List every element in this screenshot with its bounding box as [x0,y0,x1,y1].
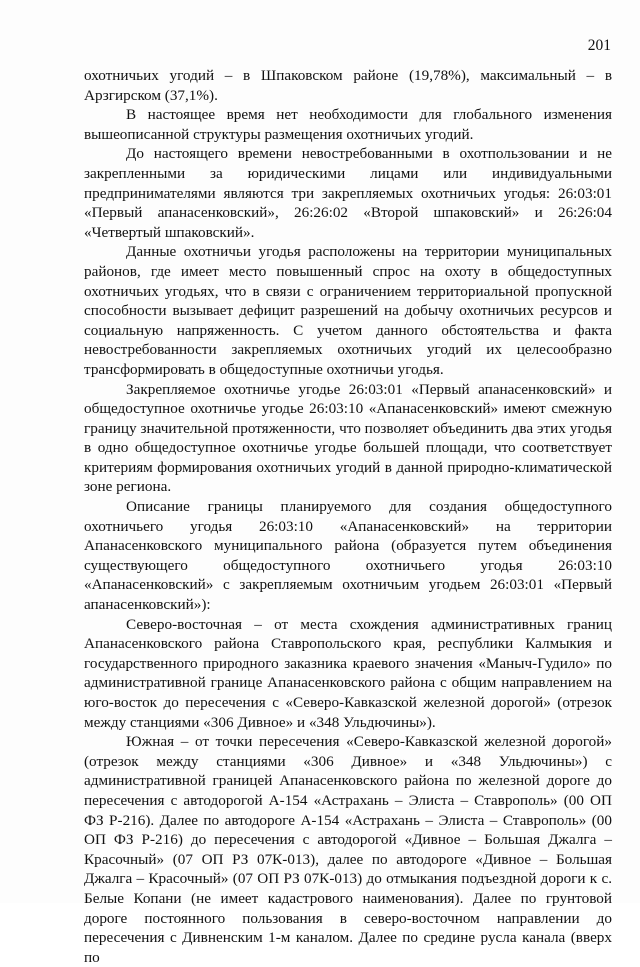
paragraph-northeast-boundary: Северо-восточная – от места схождения административных границ Апанасенковского района Ставропольского края, республики Калмыкия и государственного природного заказника краевого значения «Маныч-Гудило» по административной границе Апанасенковского района с общим направлением на юго-восток до пересечения с «Северо-Кавказской железной дорогой» (отрезок между станциями «306 Дивное» и «348 Ульдючины»). [84,615,612,731]
document-body [84,66,612,967]
paragraph-south-boundary: Южная – от точки пересечения «Северо-Кавказской железной дорогой» (отрезок между станциями «306 Дивное» и «348 Ульдючины») с административной границей Апанасенковского района по железной дороге до пересечения с автодорогой А-154 «Астрахань – Элиста – Ставрополь» (00 ОП ФЗ Р-216). Далее по автодороге А-154 «Астрахань – Элиста – Ставрополь» (00 ОП ФЗ Р-216) до пересечения с автодорогой «Дивное – Большая Джалга – Красочный» (07 ОП РЗ 07К-013), далее по автодороге «Дивное – Большая Джалга – Красочный» (07 ОП РЗ 07К-013) до отмыкания подъездной дороги к с. Белые Копани (не имеет кадастрового наименования). Далее по грунтовой дороге постоянного пользования в северо-восточном направлении до пересечения с Дивненским 1-м каналом. Далее по средине русла канала (вверх по [84,733,612,966]
paragraph-structure-note: В настоящее время нет необходимости для глобального изменения вышеописанной структуры размещения охотничьих угодий. [84,106,612,143]
paragraph-merge-rationale: Закрепляемое охотничье угодье 26:03:01 «Первый апанасенковский» и общедоступное охотничье угодье 26:03:10 «Апанасенковский» имеют смежную границу значительной протяженности, что позволяет объединить два этих угодья в одно общедоступное охотничье угодье большей площади, что соответствует критериям формирования охотничьих угодий в данной природно-климатической зоне региона. [84,380,612,496]
paragraph-boundary-intro: Описание границы планируемого для создания общедоступного охотничьего угодья 26:03:10 «Апанасенковский» на территории Апанасенковского муниципального района (образуется путем объединения существующего общедоступного охотничьего угодья 26:03:10 «Апанасенковский» с закрепляемым охотничьим угодьем 26:03:01 «Первый апанасенковский»): [84,498,612,614]
paragraph-continuation: охотничьих угодий – в Шпаковском районе (19,78%), максимальный – в Арзгирском (37,1%). [84,67,612,104]
page-number: 201 [587,37,611,54]
paragraph-demand: Данные охотничьи угодья расположены на территории муниципальных районов, где имеет место повышенный спрос на охоту в общедоступных охотничьих угодьях, что в связи с ограничением территориальной пропускной способности вызывает дефицит разрешений на добычу охотничьих ресурсов и социальную напряженность. С учетом данного обстоятельства и факта невостребованности закрепляемых охотничьих угодий их целесообразно трансформировать в общедоступные охотничьи угодья. [84,243,612,378]
paragraph-unclaimed-grounds: До настоящего времени невостребованными в охотпользовании и не закрепленными за юридическими лицами или индивидуальными предпринимателями являются три закрепляемых охотничьих угодья: 26:03:01 «Первый апанасенковский», 26:26:02 «Второй шпаковский» и 26:26:04 «Четвертый шпаковский». [84,145,612,241]
